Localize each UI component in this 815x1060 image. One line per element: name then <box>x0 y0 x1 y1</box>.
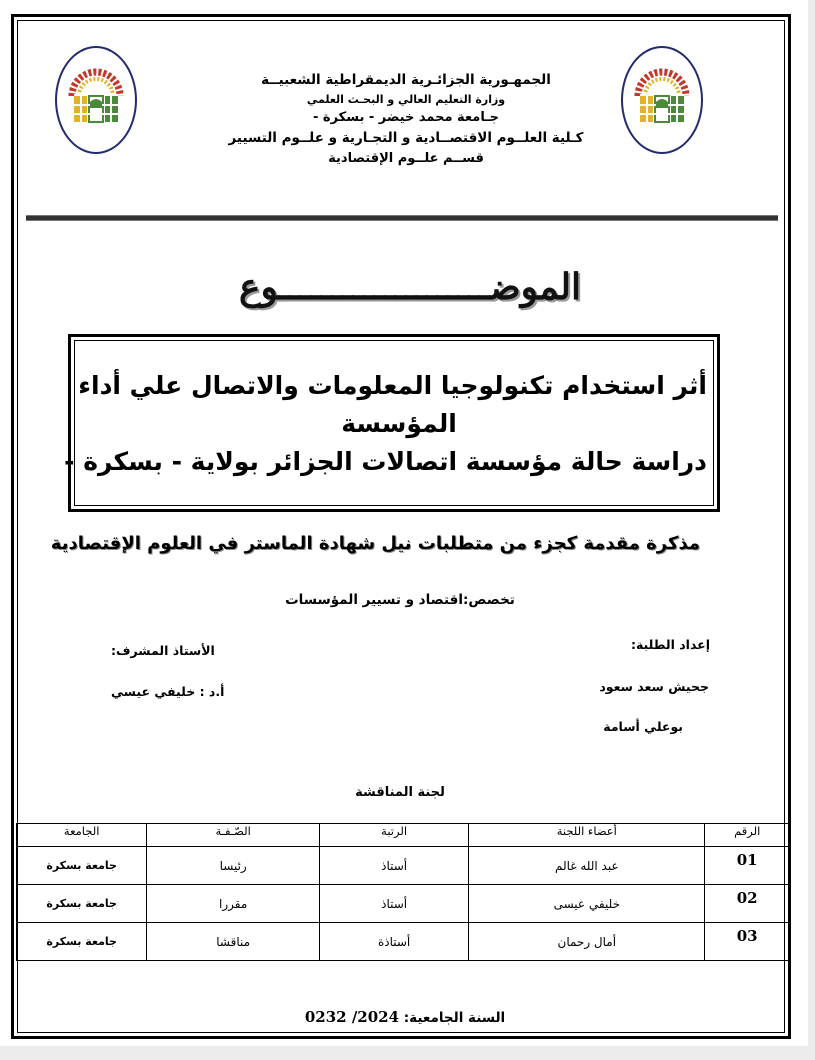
header-divider <box>26 215 778 221</box>
row-num: 02 <box>705 885 790 923</box>
memo-statement: مذكرة مقدمة كجزء من متطلبات نيل شهادة الماستر في العلوم الإقتصادية <box>50 533 700 554</box>
member-university: جامعة بسكرة <box>17 885 147 923</box>
thesis-title <box>64 367 707 481</box>
subject-label: الموضــــــــــــــــــــوع <box>239 266 581 308</box>
header-role: الصّـفـة <box>147 824 320 847</box>
university-name: جـامعة محمد خيضر - بسكرة - <box>312 109 500 125</box>
specialization: تخصص:اقتصاد و تسيير المؤسسات <box>285 592 515 608</box>
table-row <box>17 847 790 885</box>
supervisor-label: الأستاذ المشرف: <box>111 643 215 658</box>
row-num: 01 <box>705 847 790 885</box>
header-university: الجامعة <box>17 824 147 847</box>
member-rank: أستاذ <box>319 885 468 923</box>
student-name-1: جحيش سعد سعود <box>599 679 709 694</box>
row-num: 03 <box>705 923 790 961</box>
thesis-title-box <box>64 334 720 512</box>
university-emblem-icon <box>57 48 135 152</box>
supervisor-name: أ.د : خليفي عيسي <box>111 684 225 699</box>
university-logo-left <box>55 46 137 154</box>
ministry-name: وزارة التعليم العالي و البحـث العلمي <box>306 92 506 106</box>
university-emblem-icon <box>623 48 701 152</box>
header-num: الرقم <box>705 824 790 847</box>
university-logo-right <box>621 46 703 154</box>
member-university: جامعة بسكرة <box>17 923 147 961</box>
faculty-name: كـلية العلــوم الاقتصــادية و التجـارية و علــوم التسيير <box>228 130 584 147</box>
member-name: أمال رحمان <box>469 923 705 961</box>
academic-year-value: 0232 /2024 <box>304 1008 400 1026</box>
republic-name: الجمهـورية الجزائـرية الديمقراطية الشعبيــة <box>261 72 551 88</box>
member-rank: أستاذة <box>319 923 468 961</box>
table-row <box>17 885 790 923</box>
table-header-row <box>17 824 790 847</box>
academic-year <box>280 1008 530 1026</box>
thesis-title-line3: دراسة حالة مؤسسة اتصالات الجزائر بولاية - بسكرة - <box>64 447 707 476</box>
committee-table <box>16 823 790 961</box>
table-row <box>17 923 790 961</box>
member-rank: أستاذ <box>319 847 468 885</box>
header-rank: الرتبة <box>319 824 468 847</box>
member-role: مناقشا <box>147 923 320 961</box>
member-role: مقررا <box>147 885 320 923</box>
academic-year-label: السنة الجامعية: <box>403 1010 506 1026</box>
committee-title: لجنة المناقشة <box>355 785 445 800</box>
student-name-2: بوعلي أسامة <box>603 719 683 734</box>
member-name: عبد الله غالم <box>469 847 705 885</box>
thesis-title-line1: أثر استخدام تكنولوجيا المعلومات والاتصال علي أداء <box>78 371 707 400</box>
institution-header <box>180 70 632 169</box>
member-name: خليفي عيسى <box>469 885 705 923</box>
students-label: إعداد الطلبة: <box>630 637 710 652</box>
header-member: أعضاء اللجنة <box>469 824 705 847</box>
department-name: قســم علــوم الإقتصادية <box>328 151 484 167</box>
thesis-title-line2: المؤسسة <box>341 409 457 438</box>
member-role: رئيسا <box>147 847 320 885</box>
member-university: جامعة بسكرة <box>17 847 147 885</box>
